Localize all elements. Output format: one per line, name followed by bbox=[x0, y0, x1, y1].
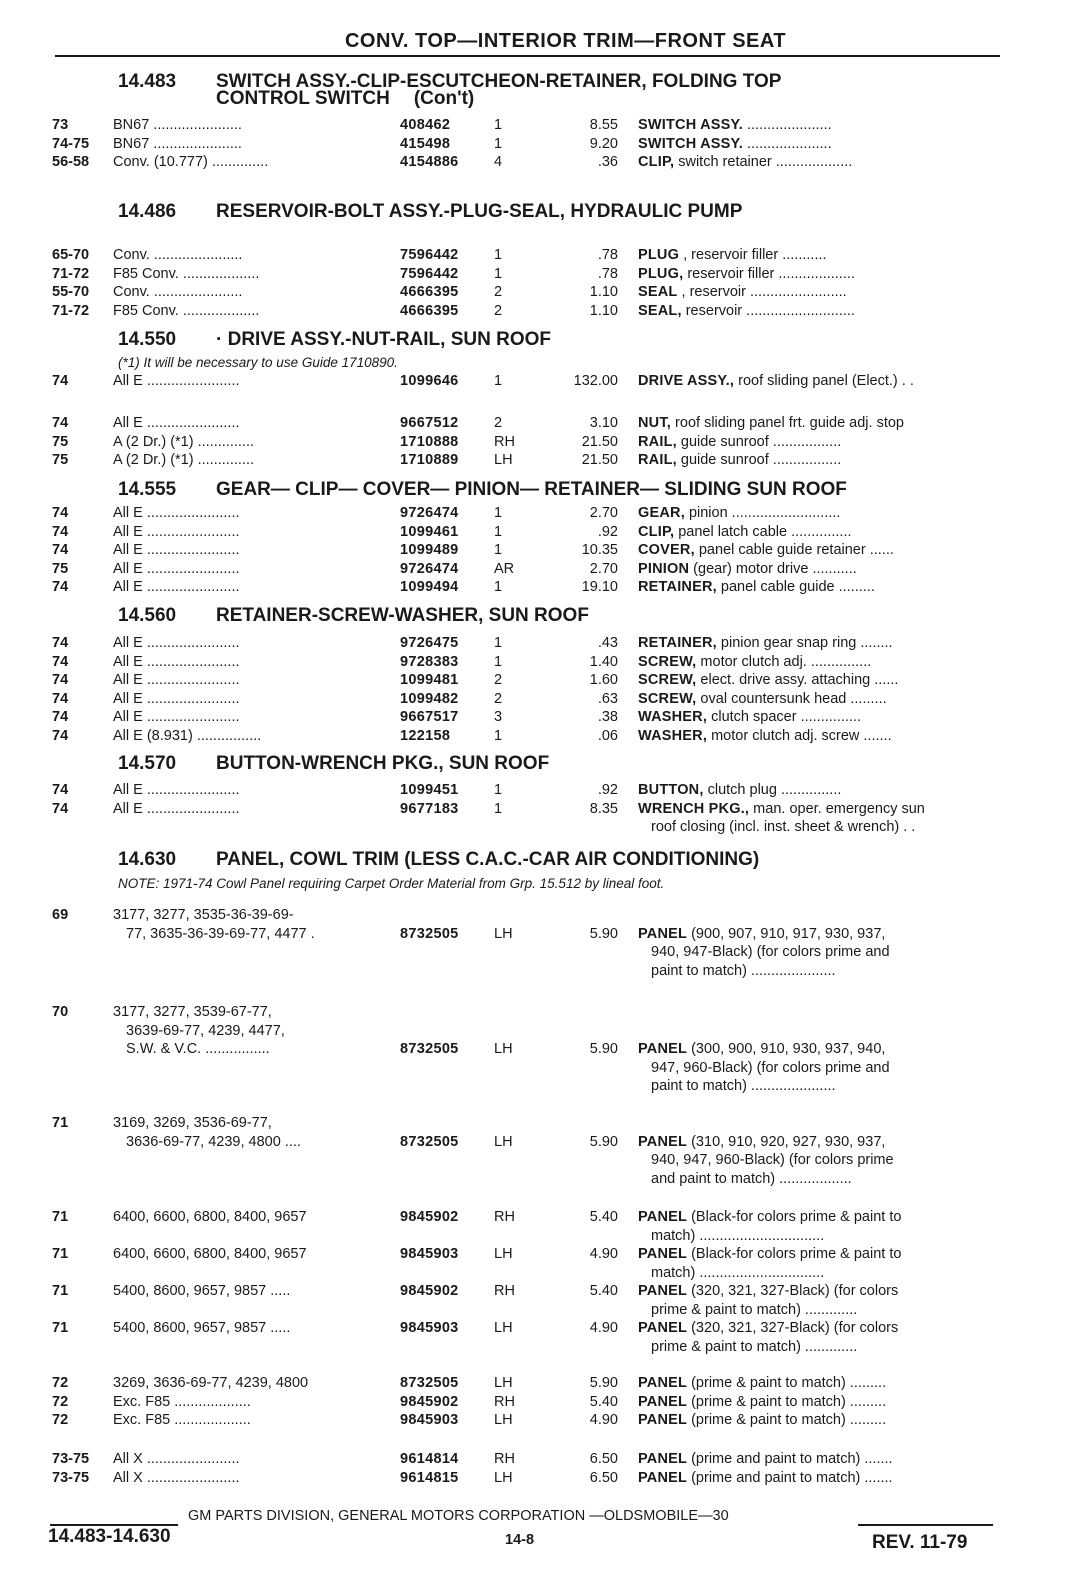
section-title: PANEL, COWL TRIM (LESS C.A.C.-CAR AIR CONDITIONING) bbox=[216, 849, 760, 870]
table-row-continued: paint to match) ..................... bbox=[651, 962, 836, 979]
table-row: 71 6400, 6600, 6800, 8400, 9657 9845903 LH 4.90 PANEL (Black-for colors prime & paint to bbox=[52, 1246, 902, 1262]
footer-page-number: 14-8 bbox=[505, 1532, 535, 1548]
table-row: 74 All E ....................... 1099494 1 19.10 RETAINER, panel cable guide ......... bbox=[52, 579, 875, 595]
parts-table bbox=[0, 1208, 1071, 1356]
parts-table bbox=[0, 246, 1071, 320]
table-row: 74 All E ....................... 1099482 2 .63 SCREW, oval countersunk head ......... bbox=[52, 690, 887, 707]
section-note: (*1) It will be necessary to use Guide 1710890. bbox=[118, 355, 398, 370]
table-row: 56-58 Conv. (10.777) .............. 4154886 4 .36 CLIP, switch retainer ................... bbox=[52, 154, 853, 170]
section-note: NOTE: 1971-74 Cowl Panel requiring Carpet Order Material from Grp. 15.512 by lineal foot. bbox=[118, 876, 665, 891]
table-row-continued: 947, 960-Black) (for colors prime and bbox=[651, 1059, 890, 1076]
parts-table bbox=[0, 1374, 1071, 1430]
table-row: 65-70 Conv. ...................... 7596442 1 .78 PLUG , reservoir filler ........... bbox=[52, 247, 827, 263]
table-row: 71 5400, 8600, 9657, 9857 ..... 9845903 LH 4.90 PANEL (320, 321, 327-Black) (for colors bbox=[52, 1320, 899, 1336]
parts-table bbox=[0, 1003, 1071, 1096]
parts-table bbox=[0, 504, 1071, 597]
section-heading-line2 bbox=[216, 89, 474, 108]
table-row-continued: prime & paint to match) ............. bbox=[651, 1301, 858, 1318]
table-row: 72 Exc. F85 ................... 9845903 LH 4.90 PANEL (prime & paint to match) ......... bbox=[52, 1412, 887, 1428]
table-row: 74 All E ....................... 9677183 1 8.35 WRENCH PKG., man. oper. emergency sun bbox=[52, 800, 925, 817]
section-heading bbox=[118, 330, 551, 349]
table-row: 70 3177, 3277, 3539-67-77, bbox=[52, 1004, 272, 1020]
section-heading bbox=[118, 480, 847, 499]
table-row-continued: and paint to match) .................. bbox=[651, 1170, 852, 1187]
parts-table bbox=[0, 906, 1071, 980]
section-title: SWITCH ASSY.-CLIP-ESCUTCHEON-RETAINER, FOLDING TOP bbox=[216, 71, 782, 92]
section-number: 14.483 bbox=[118, 71, 177, 92]
table-row: 71-72 F85 Conv. ................... 4666395 2 1.10 SEAL, reservoir ........................... bbox=[52, 302, 855, 319]
table-row: 74-75 BN67 ...................... 415498 1 9.20 SWITCH ASSY. ..................... bbox=[52, 135, 832, 152]
table-row: 74 All E ....................... 1099646 1 132.00 DRIVE ASSY., roof sliding panel (Elect.) . . bbox=[52, 373, 914, 389]
table-row: 73 BN67 ...................... 408462 1 8.55 SWITCH ASSY. ..................... bbox=[52, 117, 832, 133]
table-row: 71 6400, 6600, 6800, 8400, 9657 9845902 RH 5.40 PANEL (Black-for colors prime & paint to bbox=[52, 1209, 902, 1225]
section-title: GEAR— CLIP— COVER— PINION— RETAINER— SLIDING SUN ROOF bbox=[216, 479, 847, 500]
footer-publisher: GM PARTS DIVISION, GENERAL MOTORS CORPORATION —OLDSMOBILE—30 bbox=[188, 1508, 729, 1524]
section-heading bbox=[118, 202, 742, 221]
section-title-cont: CONTROL SWITCH bbox=[216, 88, 390, 109]
table-row: 75 A (2 Dr.) (*1) .............. 1710888 RH 21.50 RAIL, guide sunroof ................. bbox=[52, 433, 842, 450]
table-row: 74 All E ....................... 1099451 1 .92 BUTTON, clutch plug ............... bbox=[52, 782, 842, 798]
table-row: 55-70 Conv. ...................... 4666395 2 1.10 SEAL , reservoir ........................ bbox=[52, 284, 847, 300]
footer-group-range: 14.483-14.630 bbox=[48, 1526, 171, 1547]
section-heading bbox=[118, 754, 549, 773]
section-number: 14.550 bbox=[118, 329, 177, 350]
table-row-continued: 940, 947, 960-Black) (for colors prime bbox=[651, 1152, 894, 1168]
section-number: 14.555 bbox=[118, 479, 177, 500]
parts-table bbox=[0, 781, 1071, 837]
table-row-continued: 3636-69-77, 4239, 4800 .... 8732505 LH 5.90 PANEL (310, 910, 920, 927, 930, 937, bbox=[126, 1133, 886, 1150]
section-title: RETAINER-SCREW-WASHER, SUN ROOF bbox=[216, 605, 589, 626]
parts-table bbox=[0, 1114, 1071, 1188]
table-row: 74 All E ....................... 1099489 1 10.35 COVER, panel cable guide retainer ...... bbox=[52, 542, 894, 558]
section-number: 14.560 bbox=[118, 605, 177, 626]
footer-rule-right bbox=[858, 1524, 993, 1526]
section-title: RESERVOIR-BOLT ASSY.-PLUG-SEAL, HYDRAULIC PUMP bbox=[216, 201, 743, 222]
table-row-continued: paint to match) ..................... bbox=[651, 1078, 836, 1094]
table-row-continued: S.W. & V.C. ................ 8732505 LH 5.90 PANEL (300, 900, 910, 930, 937, 940, bbox=[126, 1041, 886, 1057]
table-row: 74 All E ....................... 9726474 1 2.70 GEAR, pinion ........................... bbox=[52, 505, 841, 521]
table-row: 71 5400, 8600, 9657, 9857 ..... 9845902 RH 5.40 PANEL (320, 321, 327-Black) (for colors bbox=[52, 1283, 899, 1299]
table-row: 74 All E ....................... 1099461 1 .92 CLIP, panel latch cable ............... bbox=[52, 523, 852, 540]
table-row-continued: match) ............................... bbox=[651, 1264, 825, 1281]
table-row: 72 3269, 3636-69-77, 4239, 4800 8732505 LH 5.90 PANEL (prime & paint to match) ......... bbox=[52, 1375, 887, 1391]
table-row-continued: match) ............................... bbox=[651, 1227, 825, 1244]
header-rule bbox=[55, 55, 1000, 57]
section-heading bbox=[118, 850, 759, 869]
table-row: 69 3177, 3277, 3535-36-39-69- bbox=[52, 907, 294, 923]
table-row: 71 3169, 3269, 3536-69-77, bbox=[52, 1115, 272, 1131]
section-number: 14.630 bbox=[118, 849, 177, 870]
table-row: 74 All E ....................... 9667517 3 .38 WASHER, clutch spacer ............... bbox=[52, 709, 861, 725]
section-number: 14.570 bbox=[118, 753, 177, 774]
table-row: 71-72 F85 Conv. ................... 7596442 1 .78 PLUG, reservoir filler ................... bbox=[52, 265, 855, 282]
section-title: BUTTON-WRENCH PKG., SUN ROOF bbox=[216, 753, 550, 774]
continued-label: (Con't) bbox=[413, 88, 475, 109]
table-row-continued: 77, 3635-36-39-69-77, 4477 . 8732505 LH 5.90 PANEL (900, 907, 910, 917, 930, 937, bbox=[126, 925, 886, 942]
parts-table bbox=[0, 414, 1071, 470]
footer-revision: REV. 11-79 bbox=[872, 1532, 968, 1553]
table-row: 74 All E ....................... 1099481 2 1.60 SCREW, elect. drive assy. attaching ...... bbox=[52, 672, 899, 688]
table-row-continued: roof closing (incl. inst. sheet & wrench) . . bbox=[651, 819, 916, 835]
table-row-continued: 940, 947-Black) (for colors prime and bbox=[651, 944, 890, 960]
parts-table bbox=[0, 116, 1071, 172]
table-row: 73-75 All X ....................... 9614814 RH 6.50 PANEL (prime and paint to match) ....... bbox=[52, 1451, 893, 1467]
table-row: 74 All E (8.931) ................ 122158 1 .06 WASHER, motor clutch adj. screw ....... bbox=[52, 727, 892, 744]
section-number: 14.486 bbox=[118, 201, 177, 222]
table-row: 74 All E ....................... 9726475 1 .43 RETAINER, pinion gear snap ring ........ bbox=[52, 635, 893, 651]
table-row: 74 All E ....................... 9728383 1 1.40 SCREW, motor clutch adj. ............... bbox=[52, 653, 872, 670]
section-title: · DRIVE ASSY.-NUT-RAIL, SUN ROOF bbox=[216, 329, 551, 350]
parts-table bbox=[0, 634, 1071, 745]
page-header-title: CONV. TOP—INTERIOR TRIM—FRONT SEAT bbox=[344, 30, 787, 52]
table-row: 75 All E ....................... 9726474 AR 2.70 PINION (gear) motor drive ........... bbox=[52, 560, 857, 577]
section-heading bbox=[118, 606, 589, 625]
table-row: 74 All E ....................... 9667512 2 3.10 NUT, roof sliding panel frt. guide adj. stop bbox=[52, 415, 904, 431]
table-row: 75 A (2 Dr.) (*1) .............. 1710889 LH 21.50 RAIL, guide sunroof ................. bbox=[52, 452, 842, 468]
table-row: 72 Exc. F85 ................... 9845902 RH 5.40 PANEL (prime & paint to match) ......... bbox=[52, 1393, 887, 1410]
table-row-continued: prime & paint to match) ............. bbox=[651, 1338, 858, 1355]
table-row: 73-75 All X ....................... 9614815 LH 6.50 PANEL (prime and paint to match) ....... bbox=[52, 1469, 893, 1486]
parts-table bbox=[0, 372, 1071, 391]
table-row-continued: 3639-69-77, 4239, 4477, bbox=[126, 1022, 285, 1039]
parts-table bbox=[0, 1450, 1071, 1487]
